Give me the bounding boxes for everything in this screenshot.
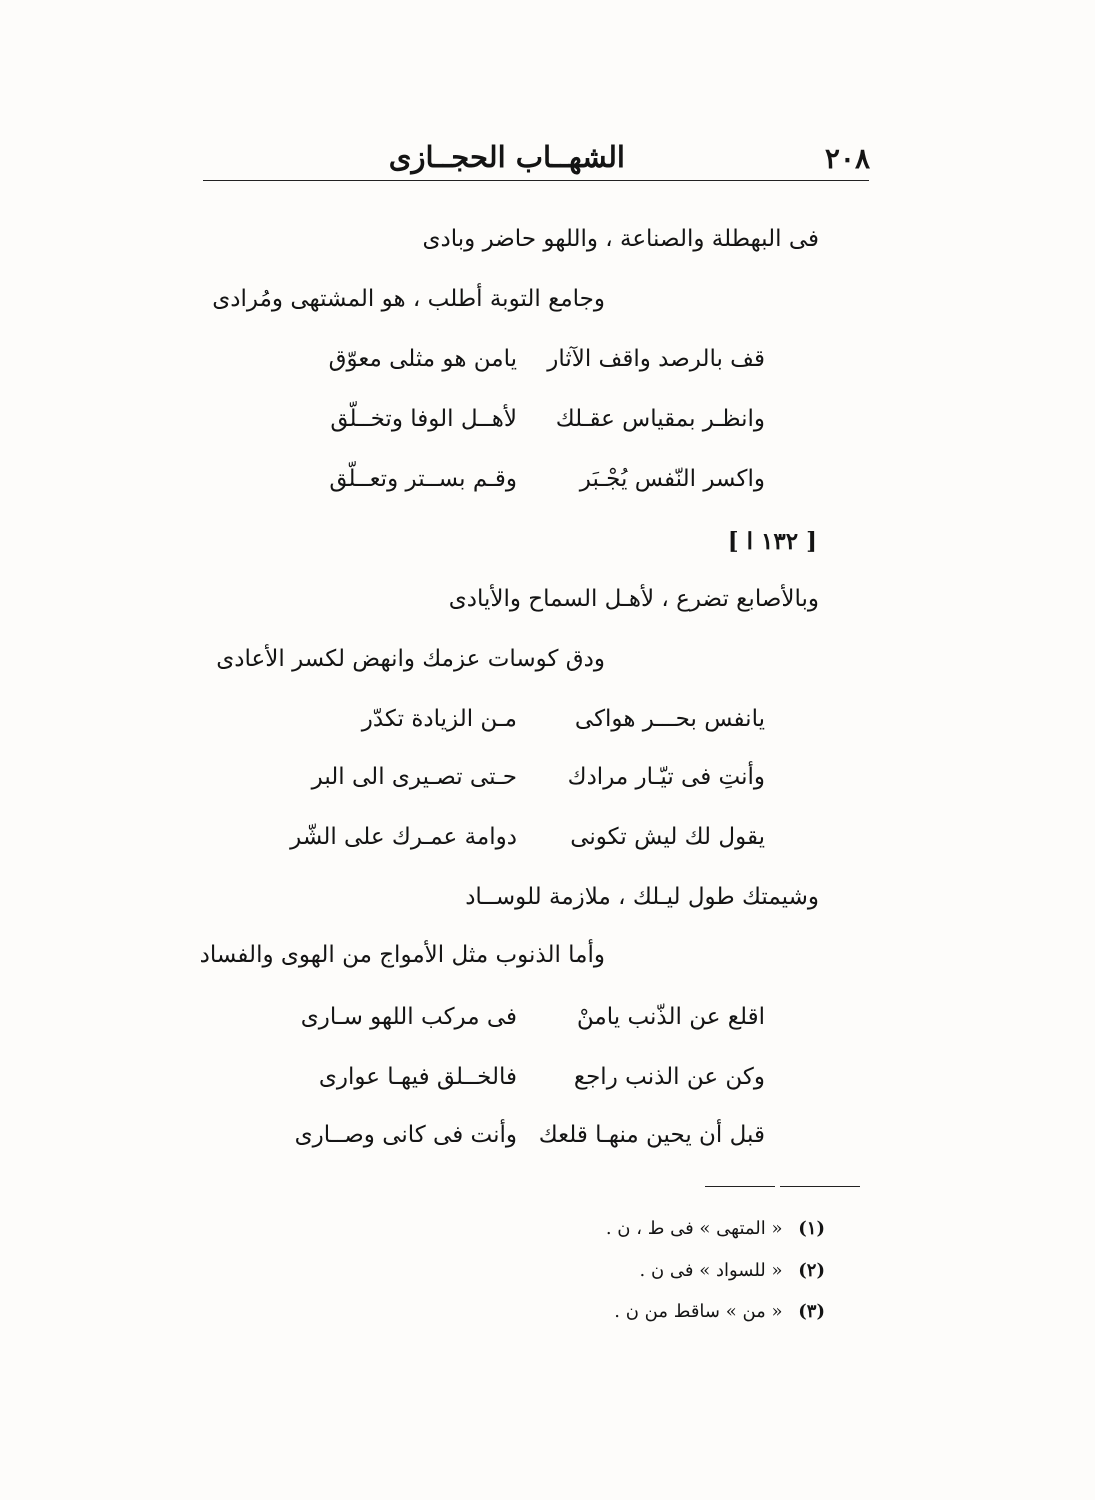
page-number: ٢٠٨ xyxy=(824,142,870,175)
footnote-rule xyxy=(705,1186,775,1187)
verse-line xyxy=(295,408,765,442)
hemistich-left: فى مركب اللهو سـارى xyxy=(300,1004,517,1030)
hemistich-left: فالخــلق فيهـا عوارى xyxy=(318,1064,517,1090)
running-title: الشهــاب الحجــازى xyxy=(388,140,625,174)
footnote-number: (١) xyxy=(798,1218,825,1239)
verse-line xyxy=(295,766,765,800)
hemistich-left: وقـم بســتر وتعــلّق xyxy=(329,466,517,492)
prose-line-1: فى البهطلة والصناعة ، واللهو حاضر وبادى xyxy=(422,226,819,252)
hemistich-left: يامن هو مثلى معوّق xyxy=(328,346,517,372)
footnote-text: « من » ساقط من ن . xyxy=(614,1301,783,1322)
hemistich-right: وانظـر بمقياس عقـلك xyxy=(555,406,765,432)
verse-line xyxy=(295,1006,765,1040)
verse-line xyxy=(295,348,765,382)
footnote-3 xyxy=(614,1303,825,1321)
hemistich-left: حـتى تصـيرى الى البر xyxy=(311,764,517,790)
footnote-number: (٣) xyxy=(798,1301,825,1322)
hemistich-right: قف بالرصد واقف الآثار xyxy=(547,346,765,372)
hemistich-right: يانفس بحـــر هواكى xyxy=(574,706,765,732)
page-header xyxy=(205,132,870,182)
hemistich-right: وكن عن الذنب راجع xyxy=(573,1064,765,1090)
footnote-1 xyxy=(606,1220,825,1238)
prose-line-2: وجامع التوبة أطلب ، هو المشتهى ومُرادى xyxy=(212,286,605,312)
footnote-2 xyxy=(640,1262,825,1280)
header-rule xyxy=(203,180,869,181)
hemistich-right: واكسر النّفس يُجْـبَر xyxy=(579,466,765,492)
verse-line xyxy=(295,708,765,742)
prose-line-6: وأما الذنوب مثل الأمواج من الهوى والفساد xyxy=(199,942,605,968)
footnote-text: « المتهى » فى ط ، ن . xyxy=(605,1218,783,1239)
footnote-rule xyxy=(780,1186,860,1187)
prose-line-3: وبالأصابع تضرع ، لأهـل السماح والأيادى xyxy=(448,586,819,612)
verse-line xyxy=(295,1124,765,1158)
footnote-text: « للسواد » فى ن . xyxy=(639,1260,783,1281)
prose-line-4: ودق كوسات عزمك وانهض لكسر الأعادى xyxy=(216,646,605,672)
footnote-number: (٢) xyxy=(798,1260,825,1281)
folio-marker: [ ١٣٢ ا ] xyxy=(727,528,817,555)
hemistich-left: مـن الزيادة تكدّر xyxy=(361,706,517,732)
hemistich-left: دوامة عمـرك على الشّر xyxy=(290,824,517,850)
hemistich-right: اقلع عن الذّنب يامنْ xyxy=(576,1004,765,1030)
verse-line xyxy=(295,468,765,502)
verse-line xyxy=(295,1066,765,1100)
hemistich-right: قبل أن يحين منهـا قلعك xyxy=(538,1122,765,1148)
hemistich-left: وأنت فى كانى وصــارى xyxy=(294,1122,517,1148)
prose-line-5: وشيمتك طول ليـلك ، ملازمة للوســاد xyxy=(465,884,819,910)
verse-line xyxy=(290,824,765,860)
hemistich-right: وأنتِ فى تيّـار مرادك xyxy=(567,764,765,790)
hemistich-right: يقول لك ليش تكونى xyxy=(570,824,765,850)
hemistich-left: لأهــل الوفا وتخــلّق xyxy=(330,406,517,432)
